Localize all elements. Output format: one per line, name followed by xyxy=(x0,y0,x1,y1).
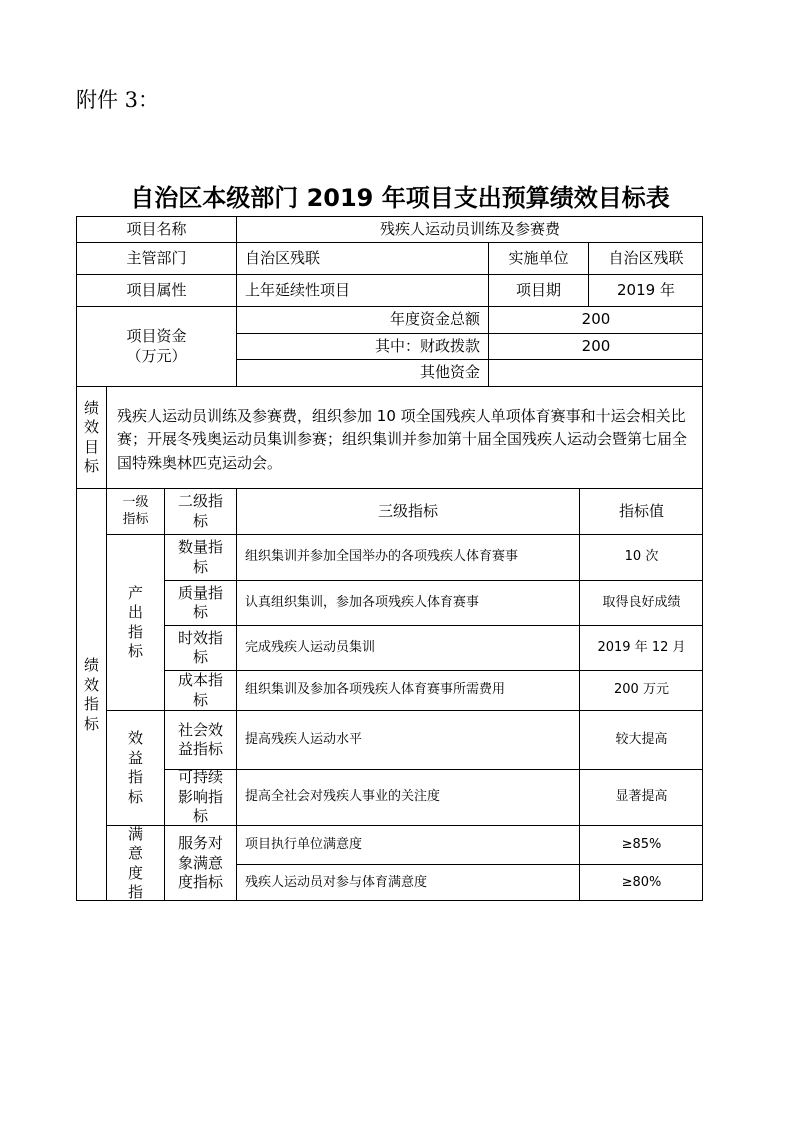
funds-row-label: 其中：财政拨款 xyxy=(236,333,488,359)
group-level1-label: 产 出 指 标 xyxy=(106,534,164,710)
funds-row-label: 年度资金总额 xyxy=(236,306,488,333)
impl-label: 实施单位 xyxy=(488,242,588,274)
funds-label: 项目资金 （万元） xyxy=(76,306,236,386)
level3-text: 认真组织集训，参加各项残疾人体育赛事 xyxy=(236,580,579,625)
funds-row-value: 200 xyxy=(488,333,703,359)
attr-label: 项目属性 xyxy=(76,274,236,306)
level3-text: 项目执行单位满意度 xyxy=(236,825,579,864)
indicator-value: ≥80% xyxy=(579,864,703,901)
goal-text: 残疾人运动员训练及参赛费，组织参加 10 项全国残疾人单项体育赛事和十运会相关比赛；开展冬残奥运动员集训参赛；组织集训并参加第十届全国残疾人运动会暨第七届全国特殊奥林匹克运动会。 xyxy=(106,386,703,488)
indicator-value: 较大提高 xyxy=(579,710,703,769)
indicator-value: ≥85% xyxy=(579,825,703,864)
dept-value: 自治区残联 xyxy=(236,242,488,274)
indicator-value: 200 万元 xyxy=(579,670,703,710)
level3-text: 组织集训并参加全国举办的各项残疾人体育赛事 xyxy=(236,534,579,580)
level3-text: 组织集训及参加各项残疾人体育赛事所需费用 xyxy=(236,670,579,710)
level2-label: 时效指 标 xyxy=(164,625,236,670)
goal-label: 绩 效 目 标 xyxy=(76,386,106,488)
level2-label: 质量指 标 xyxy=(164,580,236,625)
attachment-label: 附件 3： xyxy=(76,88,160,112)
level2-label: 服务对 象满意 度指标 xyxy=(164,825,236,901)
level2-label: 数量指 标 xyxy=(164,534,236,580)
header-level3: 三级指标 xyxy=(236,488,579,534)
dept-label: 主管部门 xyxy=(76,242,236,274)
indicator-value: 10 次 xyxy=(579,534,703,580)
level2-label: 社会效 益指标 xyxy=(164,710,236,769)
level3-text: 提高残疾人运动水平 xyxy=(236,710,579,769)
header-value: 指标值 xyxy=(579,488,703,534)
level3-text: 残疾人运动员对参与体育满意度 xyxy=(236,864,579,901)
attr-value: 上年延续性项目 xyxy=(236,274,488,306)
level3-text: 完成残疾人运动员集训 xyxy=(236,625,579,670)
level2-label: 可持续 影响指 标 xyxy=(164,769,236,825)
project-name-label: 项目名称 xyxy=(76,216,236,242)
page-title: 自治区本级部门 2019 年项目支出预算绩效目标表 xyxy=(130,184,670,212)
period-label: 项目期 xyxy=(488,274,588,306)
funds-row-value: 200 xyxy=(488,306,703,333)
indicator-value: 2019 年 12 月 xyxy=(579,625,703,670)
level2-label: 成本指 标 xyxy=(164,670,236,710)
group-level1-label: 满 意 度 指 xyxy=(106,825,164,901)
funds-row-value xyxy=(488,359,703,386)
level3-text: 提高全社会对残疾人事业的关注度 xyxy=(236,769,579,825)
funds-row-label: 其他资金 xyxy=(236,359,488,386)
indicator-section-label: 绩 效 指 标 xyxy=(76,488,106,901)
project-name-value: 残疾人运动员训练及参赛费 xyxy=(236,216,703,242)
indicator-value: 显著提高 xyxy=(579,769,703,825)
group-level1-label: 效 益 指 标 xyxy=(106,710,164,825)
period-value: 2019 年 xyxy=(588,274,703,306)
header-level2: 二级指 标 xyxy=(164,488,236,534)
header-level1: 一级 指标 xyxy=(106,488,164,534)
impl-value: 自治区残联 xyxy=(588,242,703,274)
indicator-value: 取得良好成绩 xyxy=(579,580,703,625)
